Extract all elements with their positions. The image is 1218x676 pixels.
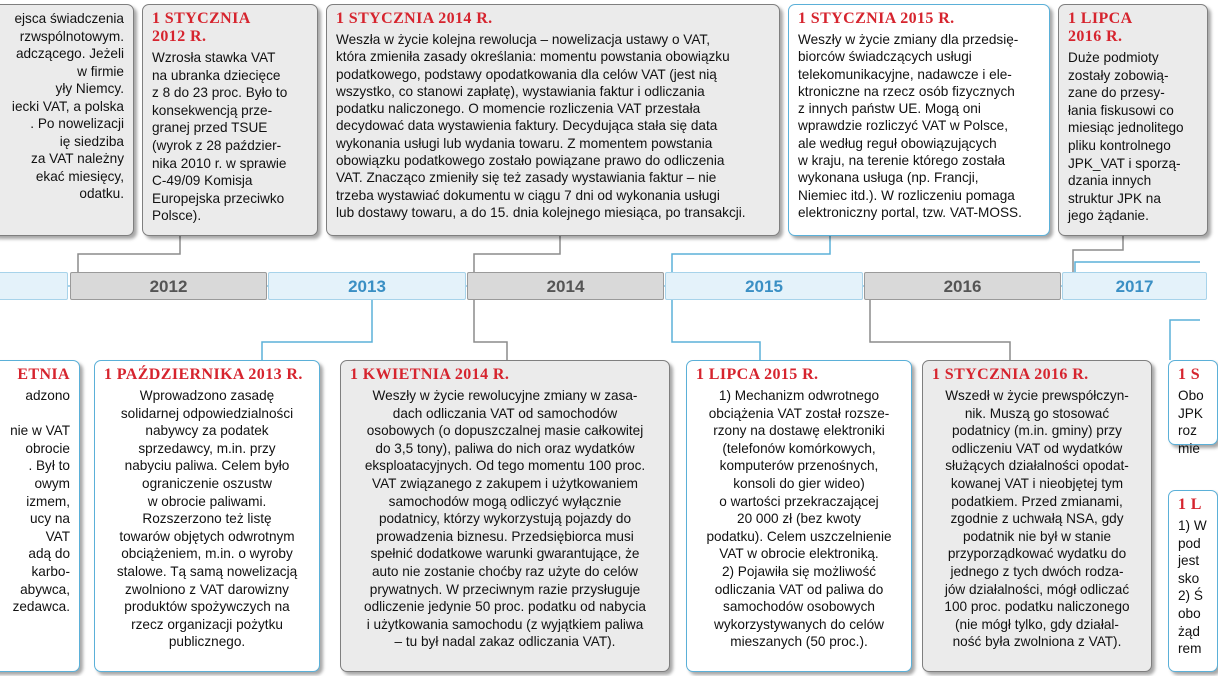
top-card-2014-text: Weszła w życie kolejna rewolucja – nowelizacja ustawy o VAT, która zmieniła zasady określania: momentu powstania obowiązku podatkowego, podstawy opodatkowania dla celów VAT (jest nią wszystko, co stanowi zapłatę), wystawiania faktur i odliczania podatku naliczonego. O momencie rozliczenia VAT przestała decydować data wystawienia faktury. Decydująca stała się data wykonania usługi lub wydania towaru. Z momentem powstania obowiązku podatkowego zostało powiązane prawo do odliczenia VAT. Znacząco zmieniły się też zasady wystawiania faktur – nie trzeba wystawiać dokumentu w ciągu 7 dni od wykonania usługi lub dostawy towaru, a do 15. dnia kolejnego miesiąca, po transakcji.	[336, 32, 746, 220]
top-card-2011-text: ejsca świadczenia rzwspólnotowym. adczącego. Jeżeli w firmie yły Niemcy. iecki VAT, a polska . Po nowelizacji ię siedziba za VAT należny ekać miesięcy, odatku.	[11, 11, 124, 201]
connector-2016-bottom	[870, 300, 1010, 360]
bottom-card-2017a-text: Obo JPK roz mie	[1178, 388, 1204, 456]
top-card-2015	[788, 4, 1050, 236]
bottom-card-2015-text: 1) Mechanizm odwrotnego obciążenia VAT został rozsze- rzony na dostawę elektroniki (telefonów komórkowych, komputerów przenośnych, konsoli do gier wideo) o wartości przekraczającej 20 000 zł (bez kwoty podatku). Celem uszczelnienie VAT w obrocie elektroniką. 2) Pojawiła się możliwość odliczania VAT od paliwa do samochodów osobowych wykorzystywanych do celów mieszanych (50 proc.).	[706, 388, 892, 650]
connector-2017-bottom	[1170, 320, 1200, 360]
connector-2012-top	[78, 236, 180, 272]
bottom-card-2015-date: 1 LIPCA 2015 R.	[696, 366, 819, 383]
year-bar-2013: 2013	[268, 272, 466, 300]
bottom-card-2011-text: adzono nie w VAT obrocie . Był to owym izmem, ucy na VAT adą do karbo- abywca, zedawca.	[10, 388, 70, 615]
bottom-card-2011	[0, 360, 80, 672]
bottom-card-2014	[340, 360, 670, 672]
bottom-card-2017b-date: 1 L	[1178, 496, 1202, 513]
bottom-card-2016	[922, 360, 1152, 672]
top-card-2014	[326, 4, 780, 236]
top-card-2011	[0, 4, 134, 236]
top-card-2012	[142, 4, 318, 236]
connector-2014-top	[474, 236, 560, 272]
bottom-card-2013-date: 1 PAŹDZIERNIKA 2013 R.	[104, 366, 303, 383]
top-card-2016-text: Duże podmioty zostały zobowią- zane do przesy- łania fiskusowi co miesiąc jednolitego pliku kontrolnego JPK_VAT i sporzą- dzania innych struktur JPK na jego żądanie.	[1068, 50, 1184, 224]
connector-2013-bottom	[262, 300, 372, 360]
year-bar-2012: 2012	[70, 272, 267, 300]
top-card-2016	[1058, 4, 1208, 236]
connector-2016-top	[1073, 236, 1123, 272]
year-bar-2017: 2017	[1062, 272, 1207, 300]
connector-2014-bottom	[474, 300, 507, 360]
bottom-card-2017b-text: 1) W pod jest sko 2) Ś obo żąd rem	[1178, 518, 1207, 657]
year-bar-2014: 2014	[467, 272, 664, 300]
bottom-card-2015	[686, 360, 912, 672]
bottom-card-2013-text: Wprowadzono zasadę solidarnej odpowiedzialności nabywcy za podatek sprzedawcy, m.in. przy nabyciu paliwa. Celem było ograniczenie oszustw w obrocie paliwami. Rozszerzono też listę towarów objętych odwrotnym obciążeniem, m.in. o wyroby stalowe. Tą samą nowelizacją zwolniono z VAT darowizny produktów spożywczych na rzecz organizacji pożytku publicznego.	[116, 388, 298, 650]
bottom-card-2017a-date: 1 S	[1178, 366, 1201, 383]
bottom-card-2014-text: Weszły w życie rewolucyjne zmiany w zasa- dach odliczania VAT od samochodów osobowych (o dopuszczalnej masie całkowitej do 3,5 tony), paliwa do nich oraz wydatków eksploatacyjnych. Od tego momentu 100 proc. VAT związanego z zakupem i użytkowaniem samochodów mogą odliczyć wyłącznie podatnicy, którzy wykorzystują pojazdy do prowadzenia biznesu. Przedsiębiorca musi spełnić dodatkowe warunki gwarantujące, że auto nie zostanie choćby raz użyte do celów prywatnych. W przeciwnym razie przysługuje odliczenie jedynie 50 proc. podatku od nabycia i użytkowania samochodu (z wyjątkiem paliwa – tu był nadal zakaz odliczania VAT).	[364, 388, 646, 650]
bottom-card-2013	[94, 360, 320, 672]
top-card-2012-date: 1 STYCZNIA 2012 R.	[152, 10, 251, 45]
top-card-2015-text: Weszły w życie zmiany dla przedsię- biorców świadczących usługi telekomunikacyjne, nadawcze i ele- ktroniczne na rzecz osób fizycznych z innych państw UE. Mogą oni wprawdzie rozliczyć VAT w Polsce, ale według reguł obowiązujących w kraju, na terenie którego została wykonana usługa (np. Francji, Niemiec itd.). W rozliczeniu pomaga elektroniczny portal, tzw. VAT-MOSS.	[798, 32, 1022, 220]
bottom-card-2017b	[1168, 490, 1218, 672]
top-card-2015-date: 1 STYCZNIA 2015 R.	[798, 10, 955, 27]
bottom-card-2011-date: ETNIA	[17, 366, 70, 383]
connector-2015-bottom	[672, 300, 760, 360]
bottom-card-2016-date: 1 STYCZNIA 2016 R.	[932, 366, 1089, 383]
year-bar-2015: 2015	[665, 272, 863, 300]
connector-2015-top	[672, 236, 830, 272]
bottom-card-2014-date: 1 KWIETNIA 2014 R.	[350, 366, 510, 383]
top-card-2012-text: Wzrosła stawka VAT na ubranka dziecięce z 8 do 23 proc. Było to konsekwencją prze- granej przed TSUE (wyrok z 28 paździer- nika 2010 r. w sprawie C-49/09 Komisja Europejska przeciwko Polsce).	[152, 50, 288, 224]
year-bar-2016: 2016	[864, 272, 1061, 300]
connector-2017-top	[1075, 262, 1200, 272]
year-bar-2011	[0, 272, 68, 300]
top-card-2014-date: 1 STYCZNIA 2014 R.	[336, 10, 493, 27]
top-card-2016-date: 1 LIPCA 2016 R.	[1068, 10, 1133, 45]
bottom-card-2016-text: Wszedł w życie prewspółczyn- nik. Muszą go stosować podatnicy (m.in. gminy) przy odliczeniu VAT od wydatków służących działalności opodat- kowanej VAT i nieobjętej tym podatkiem. Przed zmianami, zgodnie z uchwałą NSA, gdy podatnik nie był w stanie przyporządkować wydatku do jednego z tych dwóch rodza- jów działalności, mógł odliczać 100 proc. podatku naliczonego (nie mógł tylko, gdy działal- ność była zwolniona z VAT).	[944, 388, 1130, 650]
bottom-card-2017a	[1168, 360, 1218, 456]
